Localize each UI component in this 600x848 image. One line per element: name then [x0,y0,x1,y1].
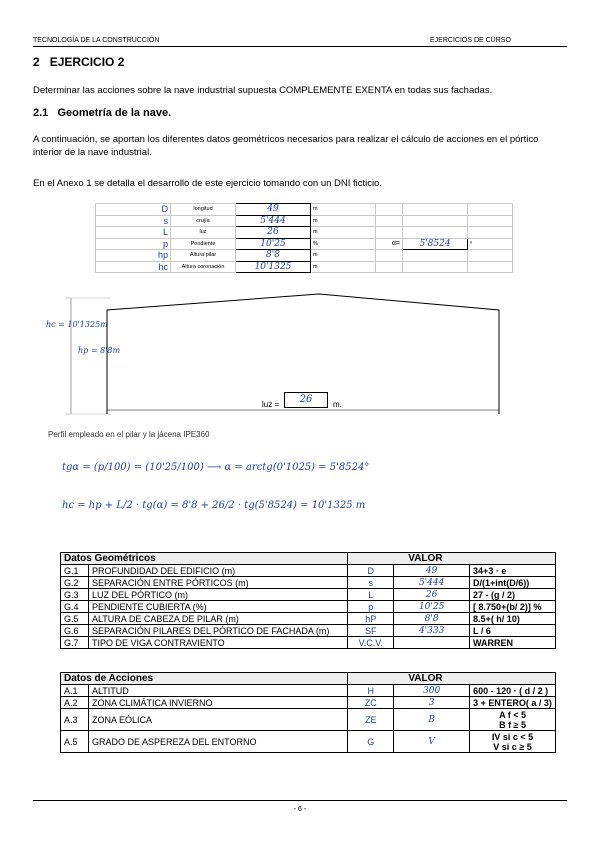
geometry-data-table [60,552,556,649]
footer-rule [33,800,567,801]
formula-line: A f < 5 [499,709,526,720]
row-symbol: SF [348,625,394,637]
row-description: ZONA EÓLICA [88,709,347,731]
table-row [61,709,556,731]
actions-data-table [60,672,556,753]
extra-unit [468,227,513,239]
row-code: G.6 [61,625,89,637]
table-row [61,577,556,589]
actions-table-title: Datos de Acciones [61,673,348,685]
symbol: L [96,227,171,239]
row-value: V [394,731,470,753]
row-symbol: p [348,601,394,613]
row-formula [470,601,556,613]
label: crujía [171,215,236,227]
row-symbol: H [348,685,394,697]
input-row [96,204,513,216]
row-value: 3 [394,697,470,709]
extra-symbol [376,261,403,273]
extra-symbol [376,215,403,227]
geometry-table-header [61,553,556,565]
luz-label: luz = [262,400,280,409]
input-row [96,250,513,262]
extra-value [403,204,468,216]
row-symbol: G [348,731,394,753]
paragraph-2: En el Anexo 1 se detalla el desarrollo de este ejercicio tomando con un DNI ficticio. [33,178,383,189]
extra-unit [468,250,513,262]
intro-text: Determinar las acciones sobre la nave industrial supuesta COMPLEMENTE EXENTA en todas sus fachadas. [33,85,493,96]
geometry-input-table [95,203,513,273]
extra-symbol [376,250,403,262]
row-symbol: hP [348,613,394,625]
row-symbol: ZC [348,697,394,709]
unit: m [311,250,376,262]
formula-line: 34+3 · e [473,565,507,576]
row-value: 300 [394,685,470,697]
formula-line: 600 - 120 · ( d / 2 ) [473,685,549,696]
extra-unit: º [468,238,513,250]
row-code: A.2 [61,697,89,709]
hp-annotation: hp = 8'8m [78,346,121,355]
value: 5'444 [236,215,311,227]
extra-value [403,215,468,227]
row-symbol: s [348,577,394,589]
row-description: LUZ DEL PÓRTICO (m) [88,589,347,601]
formula-line: B f ≥ 5 [499,719,527,730]
extra-value [403,250,468,262]
profile-note: Perfil empleado en el pilar y la jácena IPE360 [48,430,210,439]
page-number: - 6 - [293,806,307,813]
luz-value-box: 26 [284,392,328,408]
row-code: G.5 [61,613,89,625]
row-description: SEPARACIÓN PILARES DEL PÓRTICO DE FACHADA (m) [88,625,347,637]
geometry-value-header: VALOR [348,553,556,565]
extra-unit [468,204,513,216]
label: luz [171,227,236,239]
symbol: s [96,215,171,227]
running-header-left: TECNOLOGÍA DE LA CONSTRUCCIÓN [33,37,160,44]
row-symbol: D [348,565,394,577]
row-description: SEPARACIÓN ENTRE PÓRTICOS (m) [88,577,347,589]
row-value: 4'333 [394,625,470,637]
table-row [61,697,556,709]
luz-unit: m. [333,400,342,409]
table-row [61,685,556,697]
symbol: D [96,204,171,216]
row-description: ALTITUD [88,685,347,697]
unit: m [311,261,376,273]
row-description: ALTURA DE CABEZA DE PILAR (m) [88,613,347,625]
symbol: p [96,238,171,250]
row-code: G.2 [61,577,89,589]
table-row [61,601,556,613]
extra-value [403,227,468,239]
subsection-heading: 2.1 Geometría de la nave. [33,107,172,119]
unit: m [311,227,376,239]
row-formula [470,731,556,753]
row-formula [470,589,556,601]
row-code: A.3 [61,709,89,731]
symbol: hp [96,250,171,262]
formula-height: hc = hp + L/2 · tg(α) = 8'8 + 26/2 · tg(5'8524) = 10'1325 m [62,500,366,511]
extra-value [403,261,468,273]
row-code: G.1 [61,565,89,577]
row-value: B [394,709,470,731]
actions-value-header: VALOR [348,673,556,685]
label: Altura pilar [171,250,236,262]
label: Pendiente [171,238,236,250]
formula-line: L / 6 [473,625,491,636]
row-formula [470,625,556,637]
input-row [96,238,513,250]
row-description: GRADO DE ASPEREZA DEL ENTORNO [88,731,347,753]
section-heading: 2 EJERCICIO 2 [33,55,125,69]
extra-symbol [376,227,403,239]
symbol: hc [96,261,171,273]
row-symbol: V.C.V. [348,637,394,649]
header-rule [33,46,567,47]
input-row [96,227,513,239]
formula-line: D/(1+int(D/6)) [473,577,530,588]
row-code: G.3 [61,589,89,601]
table-row [61,565,556,577]
row-code: A.5 [61,731,89,753]
row-formula [470,565,556,577]
row-formula [470,697,556,709]
value: 8'8 [236,250,311,262]
row-value: 8'8 [394,613,470,625]
row-value: 5'444 [394,577,470,589]
formula-line: WARREN [473,637,514,648]
row-code: A.1 [61,685,89,697]
row-symbol: L [348,589,394,601]
row-value: 26 [394,589,470,601]
input-row [96,215,513,227]
row-formula [470,685,556,697]
actions-table-header [61,673,556,685]
row-code: G.4 [61,601,89,613]
row-formula [470,613,556,625]
row-formula [470,709,556,731]
row-code: G.7 [61,637,89,649]
row-symbol: ZE [348,709,394,731]
extra-unit [468,261,513,273]
running-header-right: EJERCICIOS DE CURSO [430,37,511,44]
formula-line: V si c ≥ 5 [493,741,532,752]
formula-line: 3 + ENTERO( a / 3) [473,697,552,708]
table-row [61,637,556,649]
unit: % [311,238,376,250]
row-description: PROFUNDIDAD DEL EDIFICIO (m) [88,565,347,577]
label: longitud [171,204,236,216]
label: Altura coronación [171,261,236,273]
value: 49 [236,204,311,216]
row-value: 49 [394,565,470,577]
table-row [61,625,556,637]
table-row [61,589,556,601]
unit: m [311,215,376,227]
paragraph-1: A continuación, se aportan los diferentes datos geométricos necesarios para realizar el cálculo de acciones en el pórtico interior de la nave industrial. [33,134,539,158]
table-row [61,613,556,625]
row-formula [470,577,556,589]
unit: m [311,204,376,216]
extra-unit [468,215,513,227]
row-description: ZONA CLIMÁTICA INVIERNO [88,697,347,709]
hc-annotation: hc = 10'1325m [46,320,108,329]
row-description: TIPO DE VIGA CONTRAVIENTO [88,637,347,649]
formula-slope: tgα = (p/100) = (10'25/100) ⟶ α = arctg(0'1025) = 5'8524° [62,462,370,473]
geometry-table-title: Datos Geométricos [61,553,348,565]
extra-symbol [376,204,403,216]
formula-line: [ 8.750+(b/ 2)] % [473,601,542,612]
table-row [61,731,556,753]
value: 10'1325 [236,261,311,273]
row-value: 10'25 [394,601,470,613]
extra-value: 5'8524 [403,238,468,250]
formula-line: IV si c < 5 [491,731,534,742]
value: 10'25 [236,238,311,250]
extra-symbol: α= [376,238,403,250]
formula-line: 8.5+( h/ 10) [473,613,520,624]
formula-line: 27 - (g / 2) [473,589,516,600]
input-row [96,261,513,273]
row-formula [470,637,556,649]
row-value [394,637,470,649]
value: 26 [236,227,311,239]
row-description: PENDIENTE CUBIERTA (%) [88,601,347,613]
